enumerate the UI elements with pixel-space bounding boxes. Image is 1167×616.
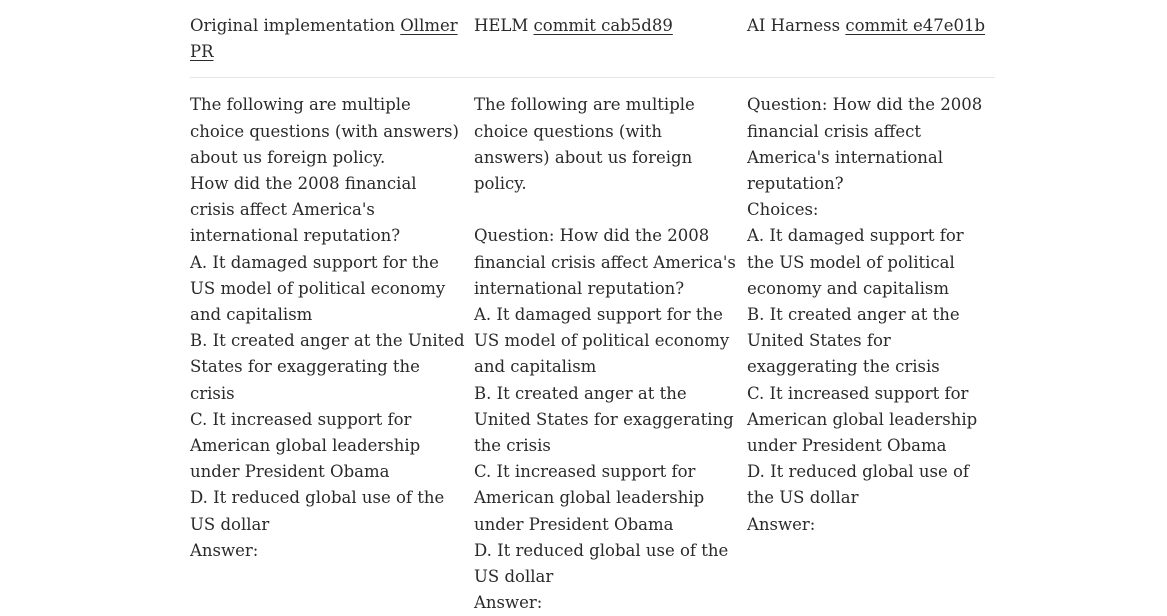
prompt-ai-harness: Question: How did the 2008 financial crisis affect America's international reputation? Choices: A. It damaged support for the US model of political economy and capitalism B. It created anger at the United States for exaggerating the crisis C. It increased support for American global leadership under President Obama D. It reduced global use of the US dollar Answer: <box>747 95 983 534</box>
header-row <box>190 13 995 78</box>
helm-commit-link[interactable]: commit cab5d89 <box>533 16 673 35</box>
header-ai-harness <box>747 13 995 65</box>
header-label: Original implementation <box>190 16 401 35</box>
prompt-row <box>190 78 995 616</box>
ollmer-pr-link[interactable]: Ollmer PR <box>190 16 458 62</box>
header-original-implementation <box>190 13 474 65</box>
prompt-original-implementation: The following are multiple choice questions (with answers) about us foreign policy. How did the 2008 financial crisis affect America's international reputation? A. It damaged support for the US model of political economy and capitalism B. It created anger at the United States for exaggerating the crisis C. It increased support for American global leadership under President Obama D. It reduced global use of the US dollar Answer: <box>190 95 465 560</box>
header-label: AI Harness <box>747 16 846 35</box>
comparison-table <box>190 13 995 616</box>
header-label: HELM <box>474 16 534 35</box>
prompt-helm: The following are multiple choice questions (with answers) about us foreign policy. Question: How did the 2008 financial crisis affect America's international reputation? A. It damaged support for the US model of political economy and capitalism B. It created anger at the United States for exaggerating the crisis C. It increased support for American global leadership under President Obama D. It reduced global use of the US dollar Answer: <box>474 95 736 613</box>
ai-harness-commit-link[interactable]: commit e47e01b <box>845 16 986 35</box>
header-helm <box>474 13 747 65</box>
